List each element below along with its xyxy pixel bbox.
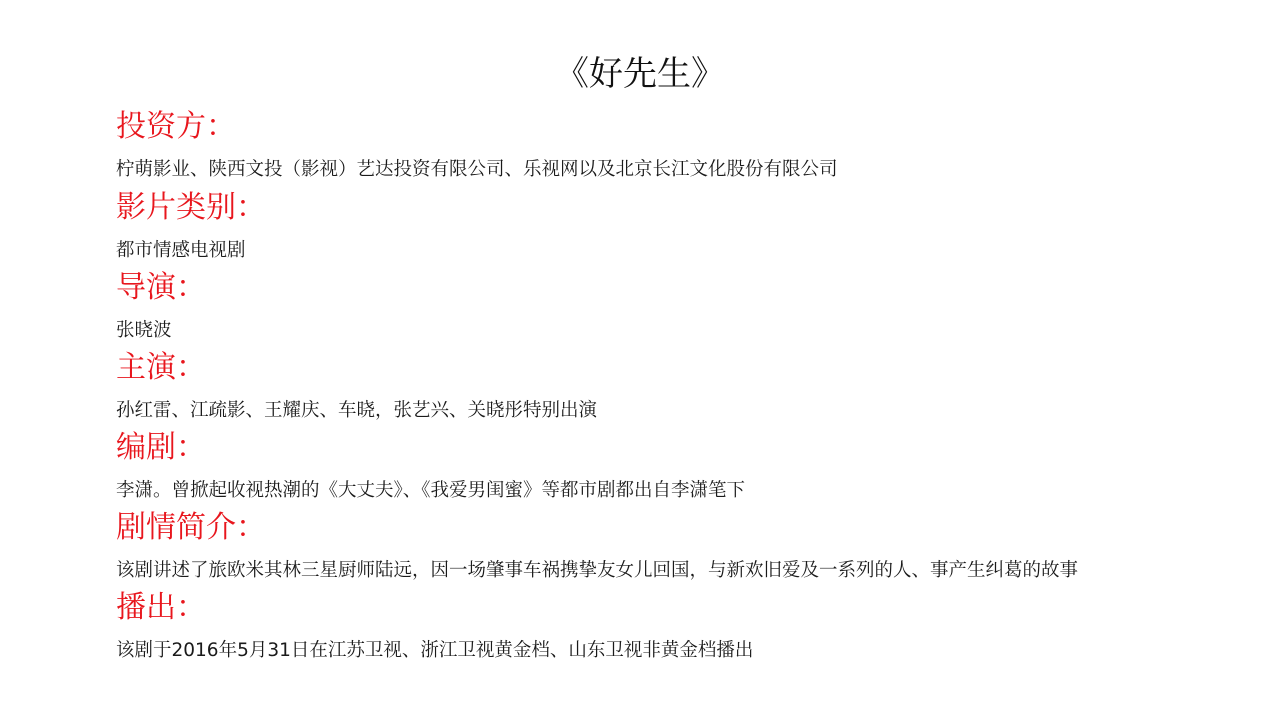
section-content-investors: 柠萌影业、陕西文投（影视）艺达投资有限公司、乐视网以及北京长江文化股份有限公司 xyxy=(116,159,838,180)
section-heading-screenwriter: 编剧： xyxy=(116,430,206,465)
section-heading-broadcast: 播出： xyxy=(116,590,206,625)
section-synopsis xyxy=(116,509,1078,583)
section-director xyxy=(116,269,206,343)
section-broadcast xyxy=(116,589,753,663)
section-content-genre: 都市情感电视剧 xyxy=(116,240,246,261)
section-heading-genre: 影片类别： xyxy=(116,190,266,225)
section-content-cast: 孙红雷、江疏影、王耀庆、车晓，张艺兴、关晓彤特别出演 xyxy=(116,400,598,421)
section-content-screenwriter: 李潇。曾掀起收视热潮的《大丈夫》、《我爱男闺蜜》等都市剧都出自李潇笔下 xyxy=(116,480,746,501)
section-heading-investors: 投资方： xyxy=(116,109,236,144)
section-cast xyxy=(116,349,597,423)
section-content-director: 张晓波 xyxy=(116,320,172,341)
section-investors xyxy=(116,108,838,182)
section-heading-director: 导演： xyxy=(116,270,206,305)
section-heading-synopsis: 剧情简介： xyxy=(116,510,266,545)
section-content-broadcast: 该剧于2016年5月31日在江苏卫视、浙江卫视黄金档、山东卫视非黄金档播出 xyxy=(116,640,754,661)
section-genre xyxy=(116,189,266,263)
section-content-synopsis: 该剧讲述了旅欧米其林三星厨师陆远，因一场肇事车祸携挚友女儿回国，与新欢旧爱及一系列的人、事产生纠葛的故事 xyxy=(116,560,1079,581)
section-heading-cast: 主演： xyxy=(116,350,206,385)
section-screenwriter xyxy=(116,429,745,503)
page-title: 《好先生》 xyxy=(555,54,725,94)
